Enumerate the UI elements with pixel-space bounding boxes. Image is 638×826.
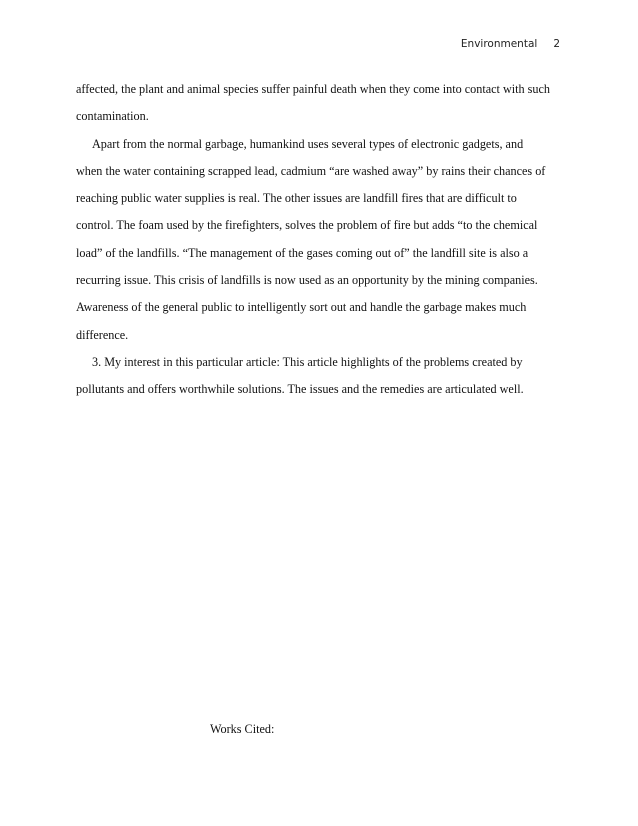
text-line: control. The foam used by the firefighters, solves the problem of fire but adds “to the chemical	[76, 218, 538, 233]
page-header	[461, 38, 560, 50]
paragraph-landfill-issues	[76, 131, 570, 349]
text-line: recurring issue. This crisis of landfills is now used as an opportunity by the mining companies.	[76, 273, 538, 288]
paragraph-my-interest	[76, 349, 570, 404]
running-head: Environmental	[460, 38, 538, 50]
text-line: reaching public water supplies is real. The other issues are landfill fires that are difficult to	[76, 191, 517, 206]
text-line: Apart from the normal garbage, humankind uses several types of electronic gadgets, and	[92, 136, 524, 151]
works-cited-heading: Works Cited:	[210, 722, 275, 736]
text-line: affected, the plant and animal species suffer painful death when they come into contact with such	[76, 82, 551, 96]
text-line: when the water containing scrapped lead, cadmium “are washed away” by rains their chances of	[76, 163, 546, 178]
text-line: pollutants and offers worthwhile solutions. The issues and the remedies are articulated well.	[76, 382, 524, 397]
text-line: load” of the landfills. “The management of the gases coming out of” the landfill site is also a	[76, 245, 529, 260]
page-number: 2	[553, 38, 560, 50]
paragraph-continuation	[76, 76, 570, 131]
text-line: difference.	[76, 327, 129, 342]
text-line: contamination.	[76, 109, 149, 124]
body-text	[76, 76, 570, 404]
text-line: Awareness of the general public to intelligently sort out and handle the garbage makes much	[76, 300, 527, 315]
text-line: 3. My interest in this particular article: This article highlights of the problems created by	[92, 354, 523, 369]
